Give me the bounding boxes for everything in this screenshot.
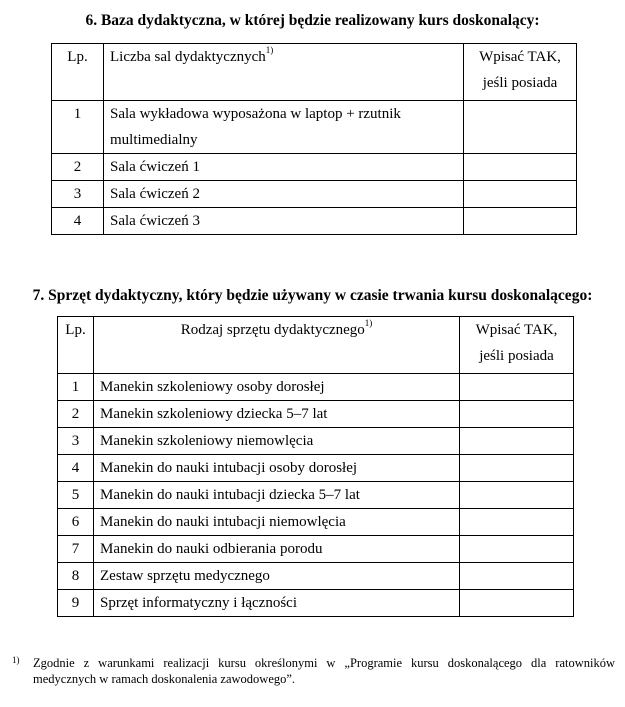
row-room-name: Sala ćwiczeń 1 [104,154,464,181]
table-row [52,154,577,181]
table-row [58,374,574,401]
row-yes-cell[interactable] [460,536,574,563]
table-row [52,181,577,208]
footnote-mark: 1) [12,655,20,665]
row-yes-cell[interactable] [464,208,577,235]
row-yes-cell[interactable] [460,374,574,401]
row-equipment-name: Manekin do nauki intubacji niemowlęcia [94,509,460,536]
header-yes-if-available: Wpisać TAK, jeśli posiada [460,317,574,374]
row-lp: 4 [52,208,104,235]
row-equipment-name: Manekin do nauki intubacji dziecka 5–7 lat [94,482,460,509]
table-header-row [58,317,574,374]
row-lp: 1 [58,374,94,401]
row-lp: 2 [52,154,104,181]
row-equipment-name: Manekin szkoleniowy niemowlęcia [94,428,460,455]
table-row [58,509,574,536]
row-yes-cell[interactable] [460,482,574,509]
table-row [58,428,574,455]
row-room-name: Sala ćwiczeń 3 [104,208,464,235]
header-yes-if-available: Wpisać TAK, jeśli posiada [464,44,577,101]
table-header-row [52,44,577,101]
row-room-name: Sala wykładowa wyposażona w laptop + rzutnik multimedialny [104,101,464,154]
header-lp: Lp. [52,44,104,101]
row-yes-cell[interactable] [460,509,574,536]
row-yes-cell[interactable] [460,401,574,428]
row-yes-cell[interactable] [464,101,577,154]
table-row [58,536,574,563]
footnote [12,655,615,687]
row-lp: 6 [58,509,94,536]
teaching-base-table [51,43,577,235]
section-7-heading: 7. Sprzęt dydaktyczny, który będzie używany w czasie trwania kursu doskonalącego: [32,287,593,304]
row-lp: 4 [58,455,94,482]
footnote-text: Zgodnie z warunkami realizacji kursu określonymi w „Programie kursu doskonalącego dla ratowników medycznych w ramach doskonalenia zawodowego”. [33,656,615,686]
section-6-heading: 6. Baza dydaktyczna, w której będzie realizowany kurs doskonalący: [85,12,540,29]
row-lp: 7 [58,536,94,563]
table-row [52,101,577,154]
table-row [58,563,574,590]
row-equipment-name: Manekin szkoleniowy osoby dorosłej [94,374,460,401]
table-row [58,455,574,482]
row-yes-cell[interactable] [464,181,577,208]
row-lp: 9 [58,590,94,617]
table-row [52,208,577,235]
row-lp: 3 [52,181,104,208]
header-lp: Lp. [58,317,94,374]
row-lp: 5 [58,482,94,509]
row-yes-cell[interactable] [460,455,574,482]
row-lp: 2 [58,401,94,428]
table-row [58,482,574,509]
row-lp: 1 [52,101,104,154]
teaching-equipment-table [57,316,574,617]
header-room-count: Liczba sal dydaktycznych$^{1)}$ [104,44,464,101]
row-room-name: Sala ćwiczeń 2 [104,181,464,208]
row-equipment-name: Manekin do nauki odbierania porodu [94,536,460,563]
row-yes-cell[interactable] [460,428,574,455]
table-row [58,590,574,617]
row-yes-cell[interactable] [460,563,574,590]
row-equipment-name: Zestaw sprzętu medycznego [94,563,460,590]
row-yes-cell[interactable] [464,154,577,181]
row-equipment-name: Sprzęt informatyczny i łączności [94,590,460,617]
row-yes-cell[interactable] [460,590,574,617]
row-lp: 3 [58,428,94,455]
table-row [58,401,574,428]
row-lp: 8 [58,563,94,590]
header-equipment-type: Rodzaj sprzętu dydaktycznego$^{1)}$ [94,317,460,374]
row-equipment-name: Manekin szkoleniowy dziecka 5–7 lat [94,401,460,428]
row-equipment-name: Manekin do nauki intubacji osoby dorosłej [94,455,460,482]
